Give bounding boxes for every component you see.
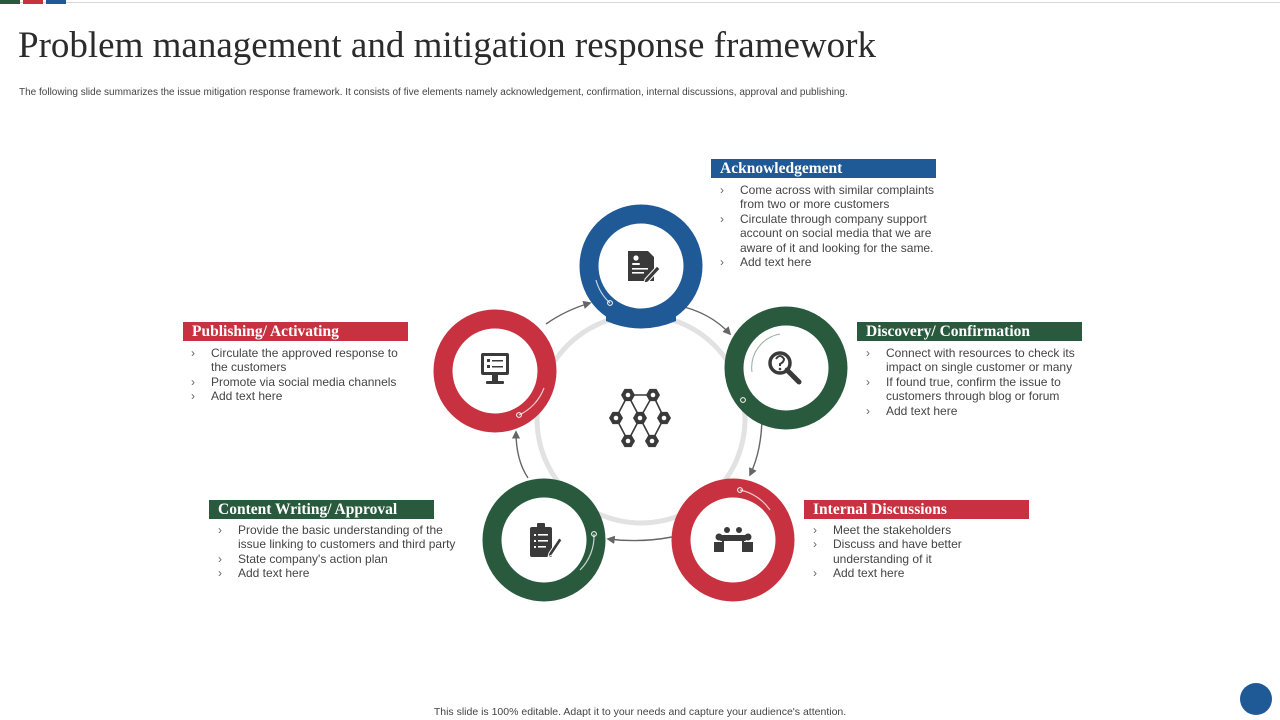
list-item: › Add text here — [218, 566, 463, 580]
step-title-acknowledgement: Acknowledgement — [711, 159, 936, 178]
list-item: › Provide the basic understanding of the issue linking to customers and third party — [218, 523, 463, 552]
flow-arrow-discovery-to-internal — [750, 415, 762, 475]
list-item: › If found true, confirm the issue to customers through blog or forum — [866, 375, 1084, 404]
list-item: › Meet the stakeholders — [813, 523, 988, 537]
step-bullets-publishing — [191, 346, 406, 404]
hexagon-network-icon — [609, 389, 671, 447]
step-bullets-acknowledgement — [720, 183, 942, 269]
list-item: › Come across with similar complaints from two or more customers — [720, 183, 942, 212]
flow-arrow-content-to-publishing — [516, 432, 528, 478]
step-title-internal-discussions: Internal Discussions — [804, 500, 1029, 519]
step-title-publishing: Publishing/ Activating — [183, 322, 408, 341]
list-item: › Circulate through company support account on social media that we are aware of it and looking for the same. — [720, 212, 942, 255]
list-item: › Add text here — [191, 389, 406, 403]
list-item: › Add text here — [720, 255, 942, 269]
page-subtitle: The following slide summarizes the issue mitigation response framework. It consists of five elements namely acknowledgement, confirmation, internal discussions, approval and publishing. — [19, 87, 848, 98]
list-item: › Add text here — [813, 566, 988, 580]
step-title-content-writing: Content Writing/ Approval — [209, 500, 434, 519]
corner-decoration-circle — [1240, 683, 1272, 715]
list-item: › Promote via social media channels — [191, 375, 406, 389]
step-bullets-discovery — [866, 346, 1084, 418]
flow-arrow-publishing-to-acknowledgement — [546, 303, 590, 324]
step-bullets-internal-discussions — [813, 523, 988, 581]
footer-note: This slide is 100% editable. Adapt it to your needs and capture your audience's attention. — [433, 706, 847, 718]
page-title: Problem management and mitigation response framework — [18, 25, 876, 66]
list-item: › Connect with resources to check its impact on single customer or many — [866, 346, 1084, 375]
flow-arrow-internal-to-content — [608, 537, 672, 541]
list-item: › State company's action plan — [218, 552, 463, 566]
list-item: › Discuss and have better understanding of it — [813, 537, 988, 566]
step-title-discovery: Discovery/ Confirmation — [857, 322, 1082, 341]
step-bullets-content-writing — [218, 523, 463, 581]
list-item: › Add text here — [866, 404, 1084, 418]
list-item: › Circulate the approved response to the customers — [191, 346, 406, 375]
